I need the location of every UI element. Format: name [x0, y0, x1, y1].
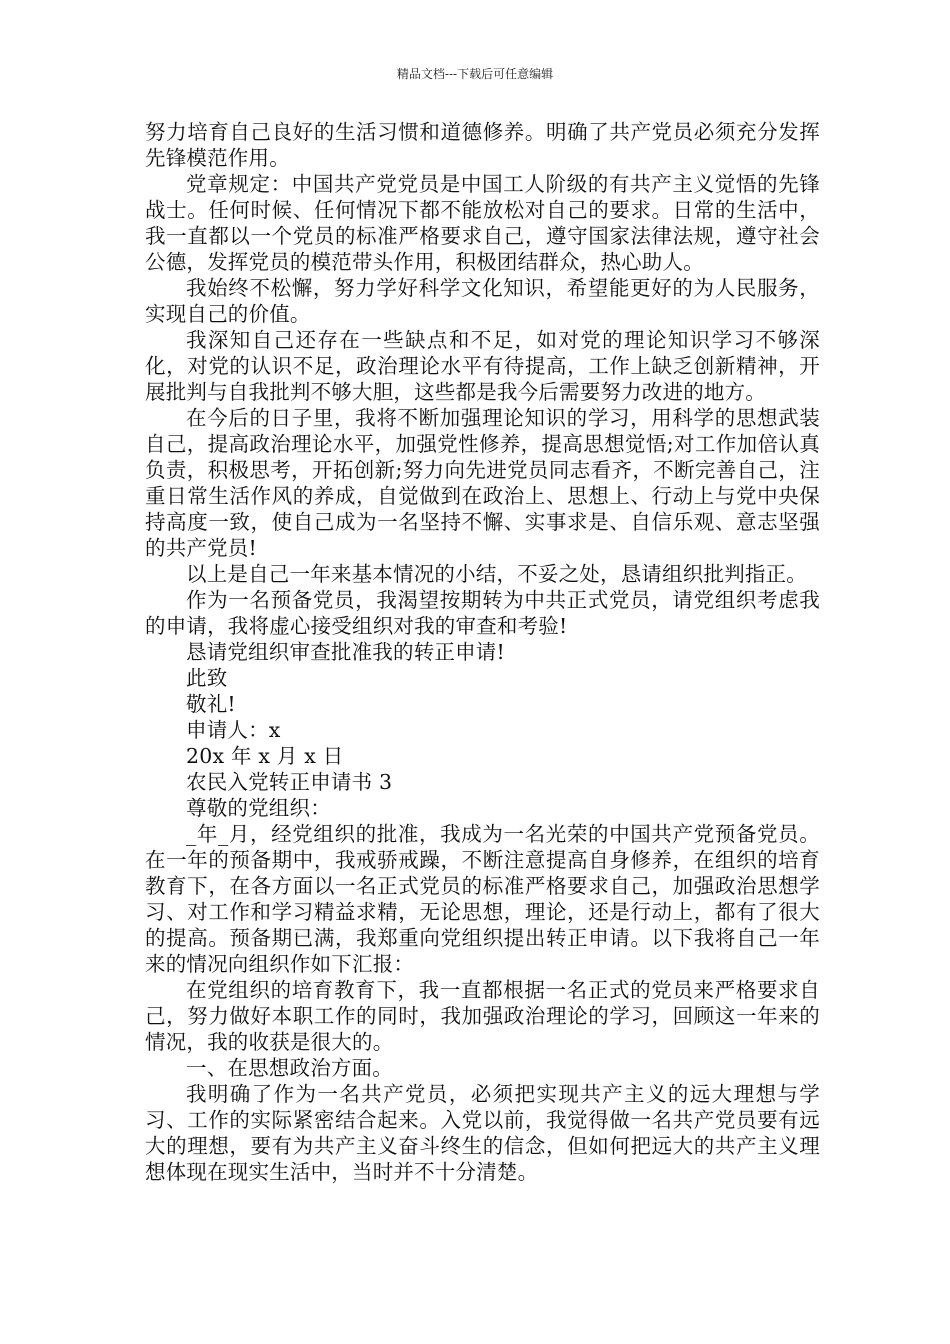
paragraph-future-plans: 在今后的日子里，我将不断加强理论知识的学习，用科学的思想武装自己，提高政治理论水平，加强党性修养，提高思想觉悟;对工作加倍认真负责，积极思考，开拓创新;努力向先进党员同志看齐，不断完善自己，注重日常生活作风的养成，自觉做到在政治上、思想上、行动上与党中央保持高度一致，使自己成为一名坚持不懈、实事求是、自信乐观、意志坚强的共产党员!	[145, 406, 820, 560]
paragraph-party-constitution: 党章规定：中国共产党党员是中国工人阶级的有共产主义觉悟的先锋战士。任何时候、任何情况下都不能放松对自己的要求。日常的生活中，我一直都以一个党员的标准严格要求自己，遵守国家法律法规，遵守社会公德，发挥党员的模范带头作用，积极团结群众，热心助人。	[145, 172, 820, 274]
paragraph-continuation: 努力培育自己良好的生活习惯和道德修养。明确了共产党员必须充分发挥先锋模范作用。	[145, 120, 820, 170]
paragraph-request: 作为一名预备党员，我渴望按期转为中共正式党员，请党组织考虑我的申请，我将虚心接受组织对我的审查和考验!	[145, 588, 820, 638]
paragraph-ideals: 我明确了作为一名共产党员，必须把实现共产主义的远大理想与学习、工作的实际紧密结合起来。入党以前，我觉得做一名共产党员要有远大的理想，要有为共产主义奋斗终生的信念，但如何把远大的共产主义理想体现在现实生活中，当时并不十分清楚。	[145, 1082, 820, 1184]
greeting: 尊敬的党组织：	[186, 796, 331, 820]
closing-salutation: 此致	[186, 666, 228, 690]
date-line: 20x 年 x 月 x 日	[186, 744, 344, 768]
applicant-line: 申请人：x	[186, 718, 281, 742]
paragraph-overview: 在党组织的培育教育下，我一直都根据一名正式的党员来严格要求自己，努力做好本职工作的同时，我加强政治理论的学习，回顾这一年来的情况，我的收获是很大的。	[145, 978, 820, 1054]
paragraph-study: 我始终不松懈，努力学好科学文化知识，希望能更好的为人民服务，实现自己的价值。	[145, 276, 820, 326]
paragraph-shortcomings: 我深知自己还存在一些缺点和不足，如对党的理论知识学习不够深化，对党的认识不足，政治理论水平有待提高，工作上缺乏创新精神，开展批判与自我批判不够大胆，这些都是我今后需要努力改进的地方。	[145, 328, 820, 404]
paragraph-approval-request: 恳请党组织审查批准我的转正申请!	[186, 640, 505, 664]
page-header: 精品文档---下载后可任意编辑	[396, 67, 554, 81]
paragraph-introduction: _年_月，经党组织的批准，我成为一名光荣的中国共产党预备党员。在一年的预备期中，我戒骄戒躁，不断注意提高自身修养，在组织的培育教育下，在各方面以一名正式党员的标准严格要求自己，加强政治思想学习、对工作和学习精益求精，无论思想，理论，还是行动上，都有了很大的提高。预备期已满，我郑重向党组织提出转正申请。以下我将自己一年来的情况向组织作如下汇报：	[145, 822, 820, 976]
subsection-heading: 一、在思想政治方面。	[186, 1056, 393, 1080]
document-body	[145, 119, 820, 1185]
section-title: 农民入党转正申请书 3	[186, 770, 393, 794]
closing-regards: 敬礼!	[186, 692, 236, 716]
paragraph-summary: 以上是自己一年来基本情况的小结，不妥之处，恳请组织批判指正。	[186, 562, 807, 586]
